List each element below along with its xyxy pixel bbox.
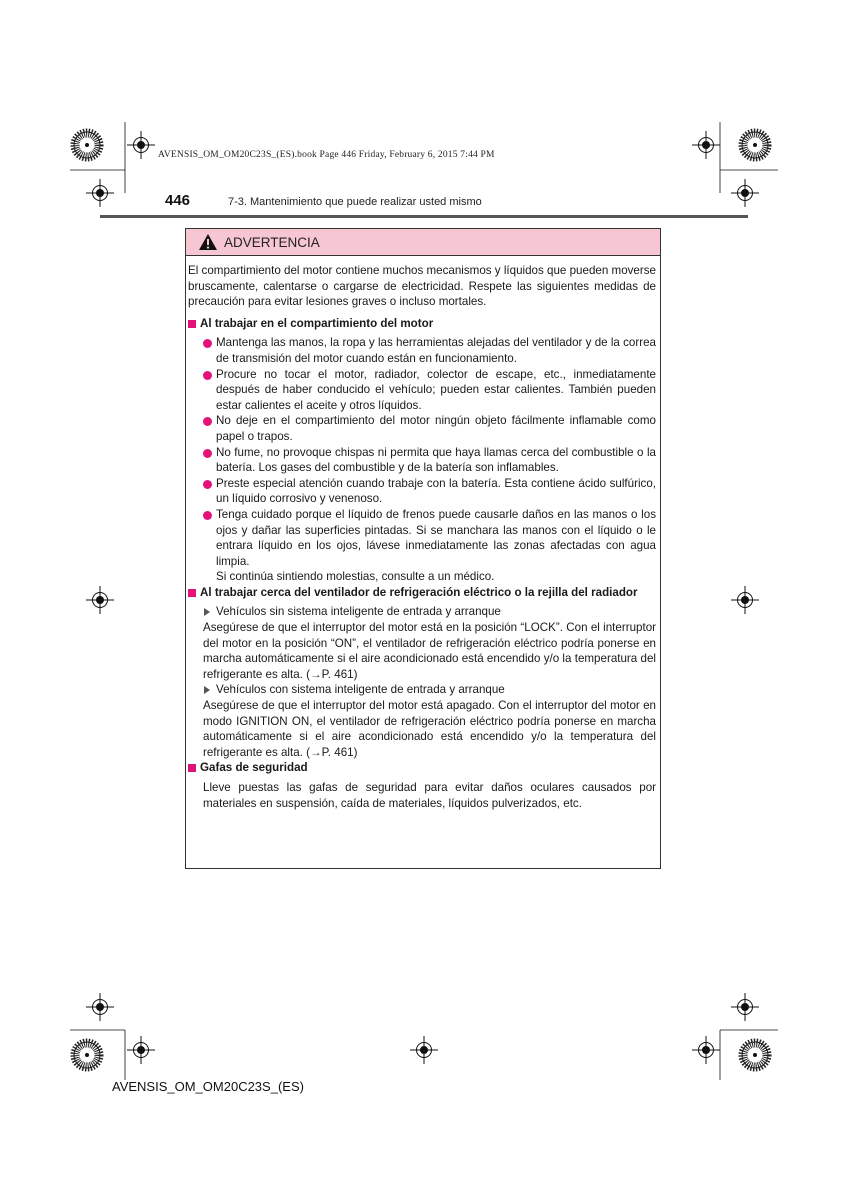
section-title: 7-3. Mantenimiento que puede realizar usted mismo [228,196,482,208]
bullet-item: Procure no tocar el motor, radiador, colector de escape, etc., inmediatamente después de haber conducido el vehículo; pueden estar calientes. También pueden estar calientes el aceite y otros líquidos. [188,367,656,414]
section-heading: Gafas de seguridad [188,760,656,776]
square-bullet-icon [188,764,196,772]
sub-heading: Vehículos sin sistema inteligente de entrada y arranque [188,604,656,620]
warning-box [185,228,661,869]
bullet-item: Preste especial atención cuando trabaje con la batería. Esta contiene ácido sulfúrico, un líquido corrosivo y venenoso. [188,476,656,507]
print-header: AVENSIS_OM_OM20C23S_(ES).book Page 446 Friday, February 6, 2015 7:44 PM [158,150,495,160]
sub-heading: Vehículos con sistema inteligente de entrada y arranque [188,682,656,698]
footer-label: AVENSIS_OM_OM20C23S_(ES) [112,1079,304,1094]
section-heading: Al trabajar en el compartimiento del motor [188,316,656,332]
warning-intro: El compartimiento del motor contiene muchos mecanismos y líquidos que pueden moverse bruscamente, calentarse o cargarse de electricidad. Respete las siguientes medidas de precaución para evitar lesiones graves o incluso mortales. [188,264,656,309]
bullet-item: Tenga cuidado porque el líquido de frenos puede causarle daños en las manos o los ojos y dañar las superficies pintadas. Si se manchara las manos con el líquido o le entrara líquido en los ojos, lávese inmediatamente las zonas afectadas con agua limpia. [188,507,656,569]
sub-paragraph: Asegúrese de que el interruptor del motor está en la posición “LOCK”. Con el interruptor del motor en la posición “ON”, el ventilador de refrigeración eléctrico podría ponerse en marcha automáticamente si el aire acondicionado está encendido y/o la temperatura del refrigerante es alta. (→P. 461) [203,621,656,681]
warning-header [186,229,660,256]
warning-title: ADVERTENCIA [224,234,320,250]
warning-icon [198,233,218,251]
circle-bullet-icon [203,339,212,348]
bullet-item: Mantenga las manos, la ropa y las herramientas alejadas del ventilador y de la correa de transmisión del motor cuando están en funcionamiento. [188,335,656,366]
circle-bullet-icon [203,480,212,489]
triangle-bullet-icon [204,686,210,694]
circle-bullet-icon [203,371,212,380]
bullet-item: No deje en el compartimiento del motor ningún objeto fácilmente inflamable como papel o trapos. [188,413,656,444]
square-bullet-icon [188,589,196,597]
square-bullet-icon [188,320,196,328]
triangle-bullet-icon [204,608,210,616]
section-paragraph: Lleve puestas las gafas de seguridad para evitar daños oculares causados por materiales en suspensión, caída de materiales, líquidos pulverizados, etc. [203,781,656,810]
circle-bullet-icon [203,511,212,520]
page-number: 446 [165,192,191,209]
circle-bullet-icon [203,417,212,426]
header-rule [100,215,748,218]
section-heading: Al trabajar cerca del ventilador de refrigeración eléctrico o la rejilla del radiador [188,585,656,601]
warning-body [188,263,656,811]
circle-bullet-icon [203,449,212,458]
bullet-item: No fume, no provoque chispas ni permita que haya llamas cerca del combustible o la batería. Los gases del combustible y de la batería son inflamables. [188,445,656,476]
bullet-note: Si continúa sintiendo molestias, consulte a un médico. [216,570,495,584]
sub-paragraph: Asegúrese de que el interruptor del motor está apagado. Con el interruptor del motor en modo IGNITION ON, el ventilador de refrigeración eléctrico podría ponerse en marcha automáticamente si el aire acondicionado está encendido y/o la temperatura del refrigerante es alta. (→P. 461) [203,699,656,759]
